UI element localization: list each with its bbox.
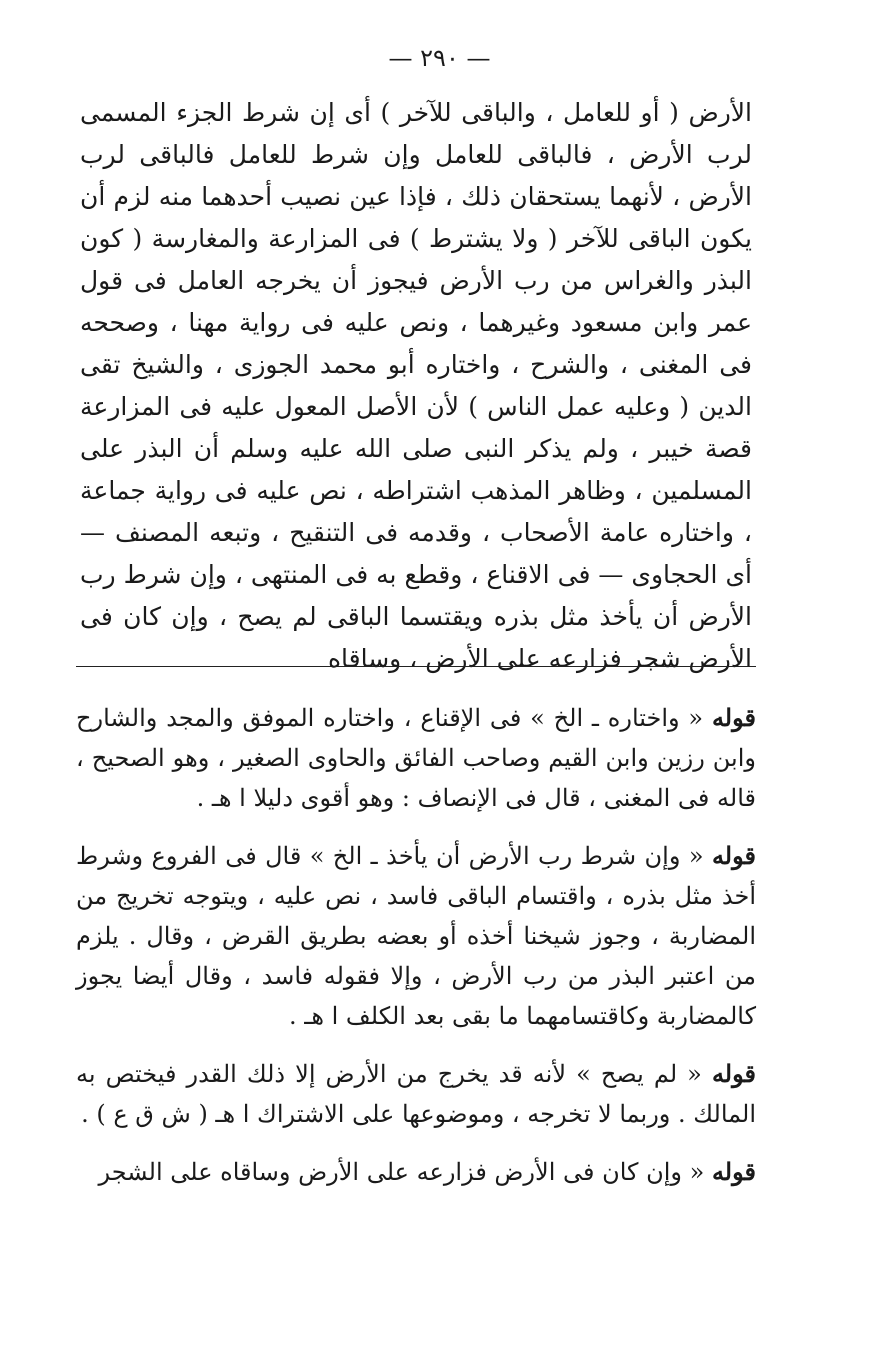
commentary-notes (76, 698, 756, 1210)
note-text: « واختاره ـ الخ » فى الإقناع ، واختاره الموفق والمجد والشارح وابن رزين وابن القيم وصاحب الفائق والحاوى الصغير ، وهو الصحيح ، قاله فى المغنى ، قال فى الإنصاف : وهو أقوى دليلا ا هـ . (76, 704, 756, 812)
note-lead: قوله (711, 1059, 756, 1088)
commentary-note (76, 1152, 756, 1192)
note-lead: قوله (711, 1157, 756, 1186)
note-text: « وإن شرط رب الأرض أن يأخذ ـ الخ » قال فى الفروع وشرط أخذ مثل بذره ، واقتسام الباقى فاسد ، نص عليه ، ويتوجه تخريج من المضاربة ، وجوز شيخنا أخذه أو بعضه بطريق القرض ، وقال . يلزم من اعتبر البذر من رب الأرض ، وإلا فقوله فاسد ، وقال أيضا يجوز كالمضاربة وكاقتسامهما ما بقى بعد الكلف ا هـ . (76, 842, 756, 1030)
note-lead: قوله (711, 703, 756, 732)
commentary-note (76, 836, 756, 1036)
note-text: « لم يصح » لأنه قد يخرج من الأرض إلا ذلك القدر فيختص به المالك . وربما لا تخرجه ، وموضوعها على الاشتراك ا هـ ( ش ق ع ) . (76, 1060, 756, 1128)
page-number: — ٢٩٠ — (388, 44, 491, 72)
note-text: « وإن كان فى الأرض فزارعه على الأرض وساقاه على الشجر (98, 1158, 705, 1186)
footnote-divider (76, 666, 756, 667)
note-lead: قوله (711, 841, 756, 870)
main-paragraph: الأرض ( أو للعامل ، والباقى للآخر ) أى إن شرط الجزء المسمى لرب الأرض ، فالباقى للعامل وإن شرط للعامل فالباقى لرب الأرض ، لأنهما يستحقان ذلك ، فإذا عين نصيب أحدهما منه لزم أن يكون الباقى للآخر ( ولا يشترط ) فى المزارعة والمغارسة ( كون البذر والغراس من رب الأرض فيجوز أن يخرجه العامل فى قول عمر وابن مسعود وغيرهما ، ونص عليه فى رواية مهنا ، وصححه فى المغنى ، والشرح ، واختاره أبو محمد الجوزى ، والشيخ تقى الدين ( وعليه عمل الناس ) لأن الأصل المعول عليه فى المزارعة قصة خيبر ، ولم يذكر النبى صلى الله عليه وسلم أن البذر على المسلمين ، وظاهر المذهب اشتراطه ، نص عليه فى رواية جماعة ، واختاره عامة الأصحاب ، وقدمه فى التنقيح ، وتبعه المصنف — أى الحجاوى — فى الاقناع ، وقطع به فى المنتهى ، وإن شرط رب الأرض أن يأخذ مثل بذره ويقتسما الباقى لم يصح ، وإن كان فى الأرض شجر فزارعه على الأرض ، وساقاه (80, 98, 752, 673)
commentary-note (76, 1054, 756, 1134)
commentary-note (76, 698, 756, 818)
main-text (80, 92, 752, 680)
